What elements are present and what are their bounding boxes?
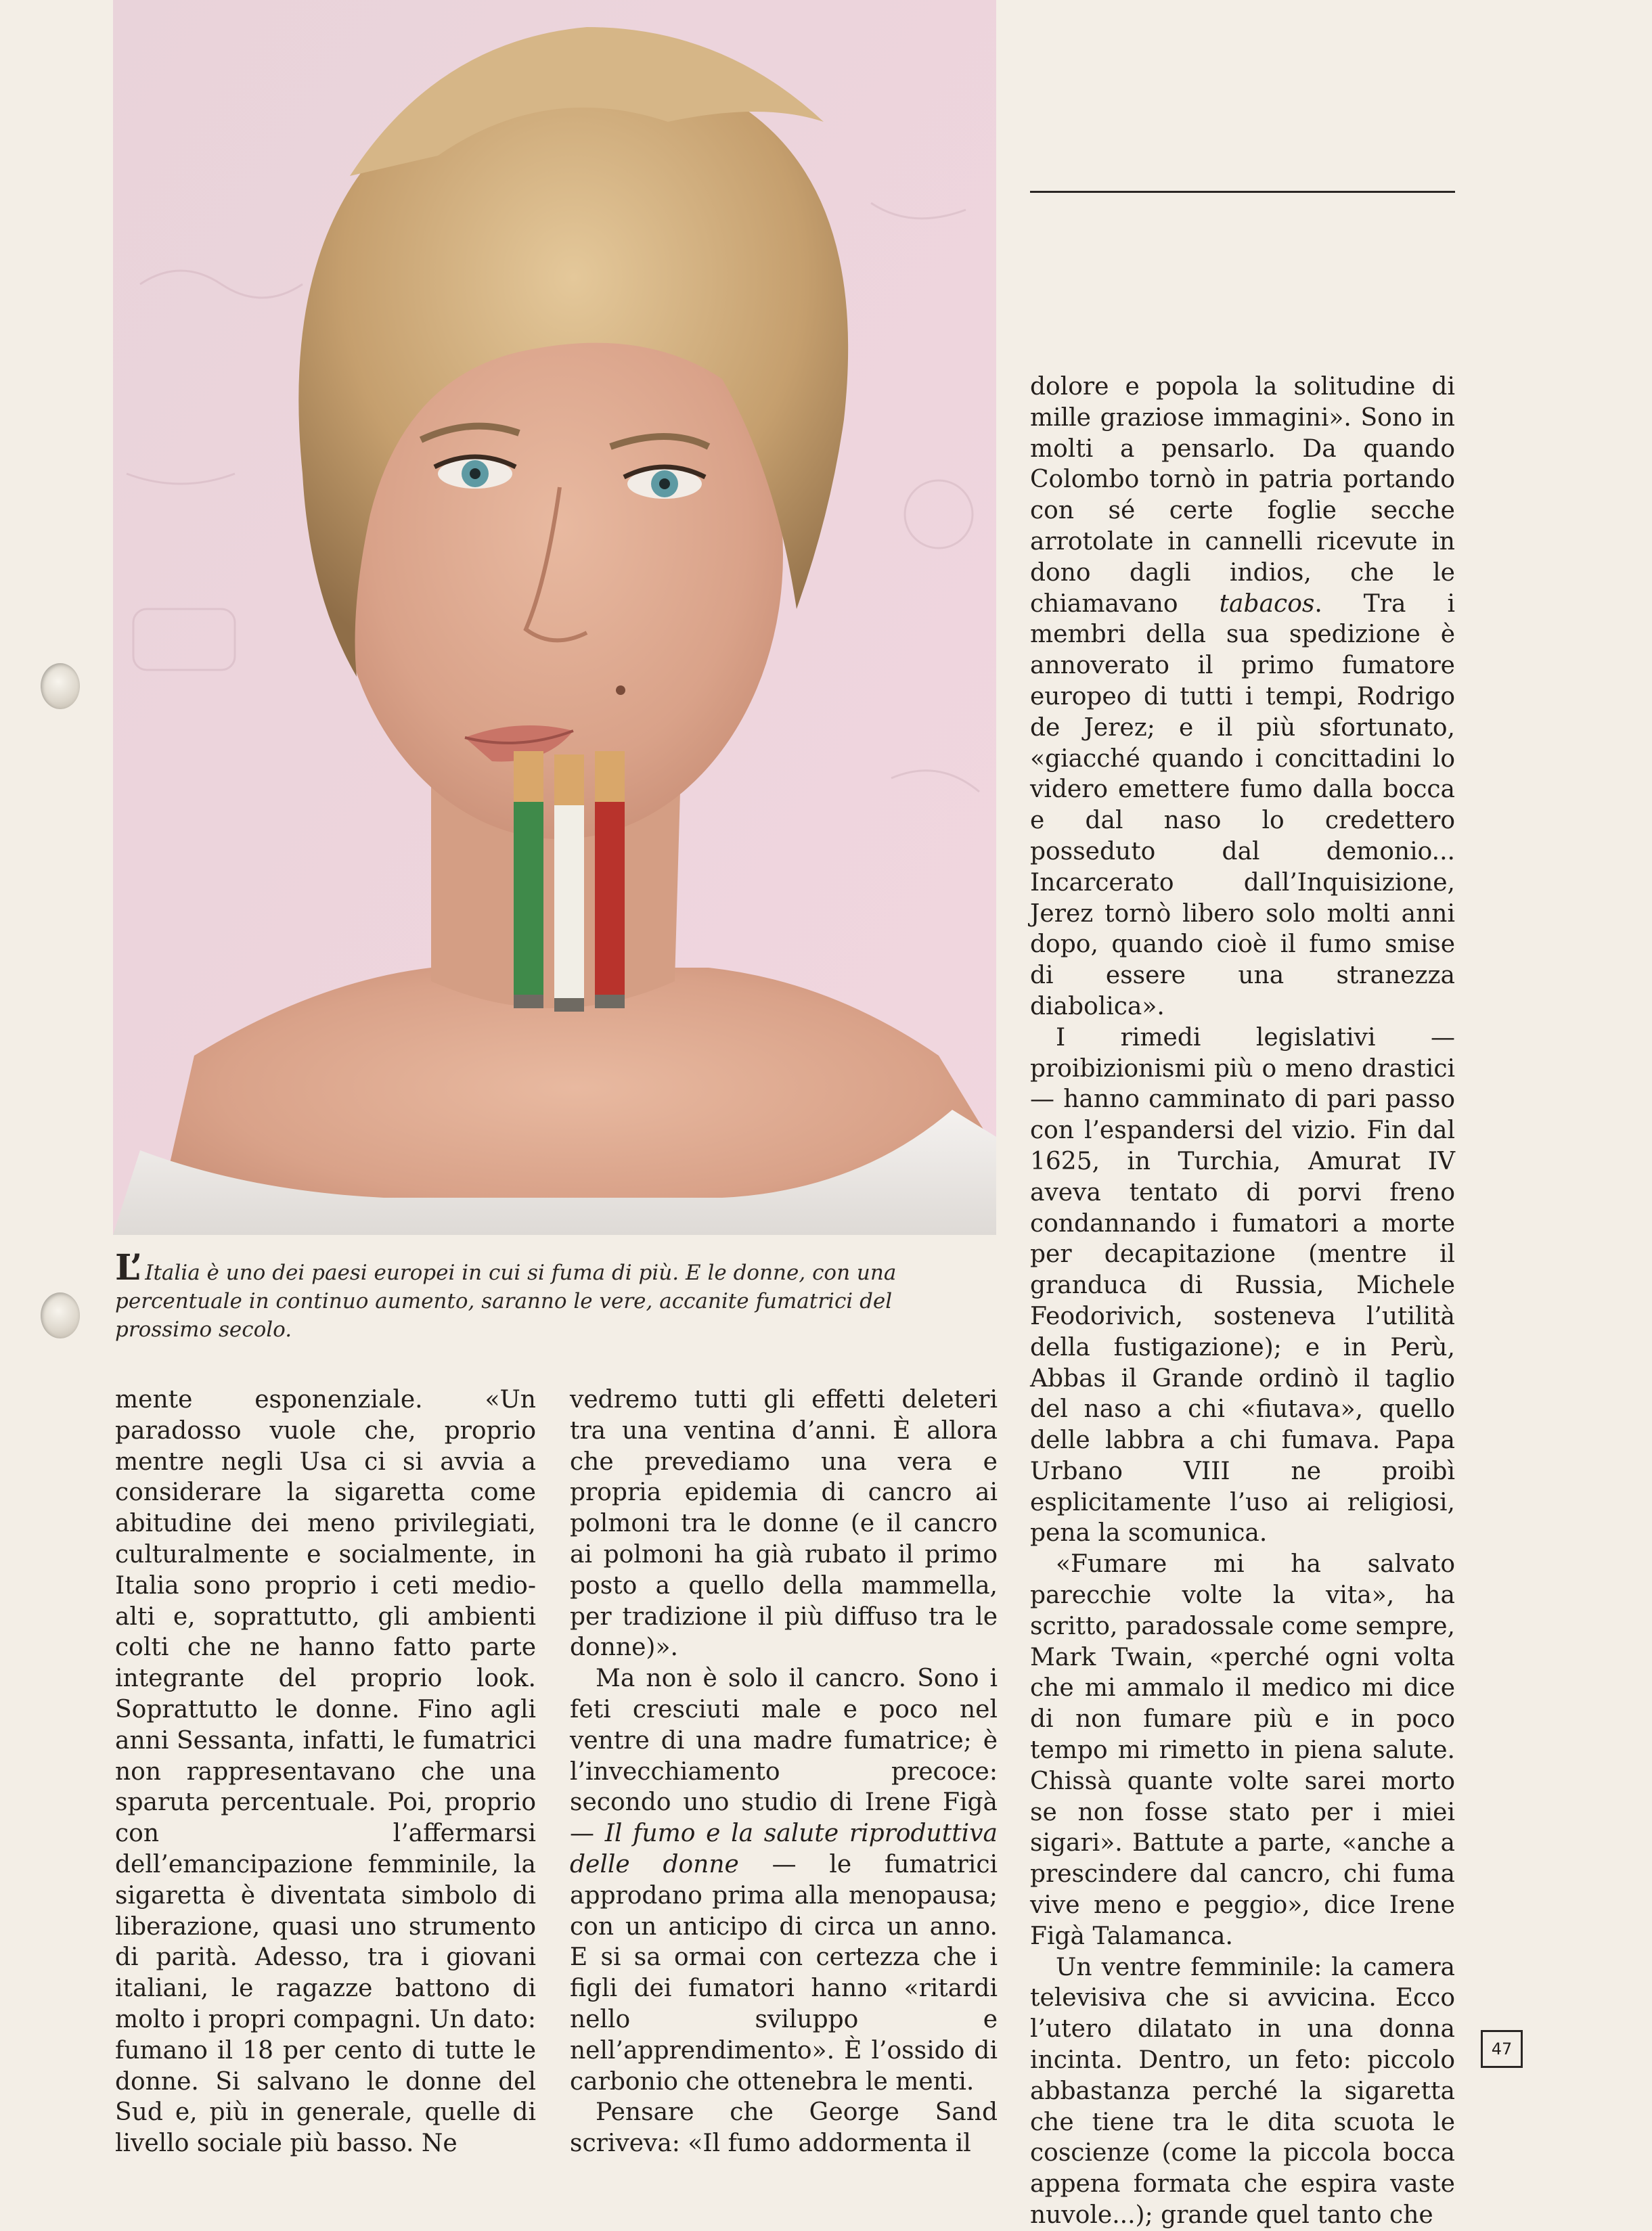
paragraph: vedremo tutti gli effetti deleteri tra una ventina d’anni. È allora che prevediamo una vera e propria epidemia di cancro ai polmoni tra le donne (e il cancro ai polmoni ha già rubato il primo posto a quello della mammella, per tradizione il più diffuso tra le donne)». [570, 1386, 998, 1662]
paragraph-text: Ma non è solo il cancro. Sono i feti cresciuti male e poco nel ventre di una madre fumatrice; è l’invecchiamento precoce: secondo uno studio di Irene Figà — [570, 1665, 998, 1848]
paragraph: Un ventre femminile: la camera televisiva che si avvicina. Ecco l’utero dilatato in una donna incinta. Dentro, un feto: piccolo abbastanza perché la sigaretta che tiene tra le dita scuota le coscienze (come la piccola bocca appena formata che espira vaste nuvole...); grande quel tanto che [1030, 1953, 1455, 2230]
article-column-2 [570, 1384, 998, 2159]
emphasized-word: tabacos [1219, 589, 1315, 618]
paragraph-text: dolore e popola la solitudine di mille graziose immagini». Sono in molti a pensarlo. Da quando Colombo tornò in patria portando con sé certe foglie secche arrotolate in cannelli ricevute in dono dagli indios, che le chiamavano [1030, 373, 1455, 618]
paragraph [570, 1663, 998, 2097]
cover-photo [113, 0, 996, 1235]
photo-caption [115, 1247, 941, 1344]
paragraph: «Fumare mi ha salvato parecchie volte la vita», ha scritto, paradossale come sempre, Mark Twain, «perché ogni volta che mi ammalo il medico mi dice di non fumare più e in poco tempo mi rimetto in piena salute. Chissà quante volte sarei morto se non fosse stato per i miei sigari». Battute a parte, «anche a prescindere dal cancro, chi fuma vive meno e peggio», dice Irene Figà Talamanca. [1030, 1550, 1455, 1950]
article-column-1 [115, 1384, 536, 2159]
page-number: 47 [1481, 2030, 1523, 2068]
paragraph: mente esponenziale. «Un paradosso vuole che, proprio mentre negli Usa ci si avvia a considerare la sigaretta come abitudine dei meno privilegiati, culturalmente e socialmente, in Italia sono proprio i ceti medio-alti e, soprattutto, gli ambienti colti che ne hanno fatto parte integrante del proprio look. Soprattutto le donne. Fino agli anni Sessanta, infatti, le fumatrici non rappresentavano che una sparuta percentuale. Poi, proprio con l’affermarsi dell’emancipazione femminile, la sigaretta è diventata simbolo di liberazione, quasi uno strumento di parità. Adesso, tra i giovani italiani, le ragazze battono di molto i propri compagni. Un dato: fumano il 18 per cento di tutte le donne. Si salvano le donne del Sud e, più in generale, quelle di livello sociale più basso. Ne [115, 1386, 536, 2158]
article-column-3 [1030, 371, 1455, 2231]
caption-text: Italia è uno dei paesi europei in cui si fuma di più. E le donne, con una percentuale in continuo aumento, saranno le vere, accanite fumatrici del prossimo secolo. [115, 1261, 897, 1342]
caption-lead-letter: L’ [115, 1247, 141, 1288]
binder-hole-icon [41, 663, 80, 709]
section-divider [1030, 191, 1455, 193]
study-title: Il fumo e la salute riproduttiva delle donne [570, 1820, 998, 1878]
binder-hole-icon [41, 1292, 80, 1338]
photo-illustration [113, 0, 996, 1235]
paragraph: I rimedi legislativi — proibizionismi più o meno drastici — hanno camminato di pari passo con l’espandersi del vizio. Fin dal 1625, in Turchia, Amurat IV aveva tentato di porvi freno condannando i fumatori a morte per decapitazione (mentre il granduca di Russia, Michele Feodorivich, sosteneva l’utilità della fustigazione); e in Perù, Abbas il Grande ordinò il taglio del naso a chi «fiutava», quello delle labbra a chi fumava. Papa Urbano VIII ne proibì esplicitamente l’uso ai religiosi, pena la scomunica. [1030, 1023, 1455, 1548]
paragraph-text: . Tra i membri della sua spedizione è annoverato il primo fumatore europeo di tutti i tempi, Rodrigo de Jerez; e il più sfortunato, «giacché quando i concittadini lo videro emettere fumo dalla bocca e dal naso lo credettero posseduto dal demonio... Incarcerato dall’Inquisizione, Jerez tornò libero solo molti anni dopo, quando cioè il fumo smise di essere una stranezza diabolica». [1030, 589, 1455, 1020]
paragraph [1030, 371, 1455, 1022]
paragraph-text: — le fumatrici approdano prima alla menopausa; con un anticipo di circa un anno. E si sa ormai con certezza che i figli dei fumatori hanno «ritardi nello sviluppo e nell’apprendimento». È l’ossido di carbonio che ottenebra le menti. [570, 1850, 998, 2096]
paragraph: Pensare che George Sand scriveva: «Il fumo addormenta il [570, 2098, 998, 2158]
